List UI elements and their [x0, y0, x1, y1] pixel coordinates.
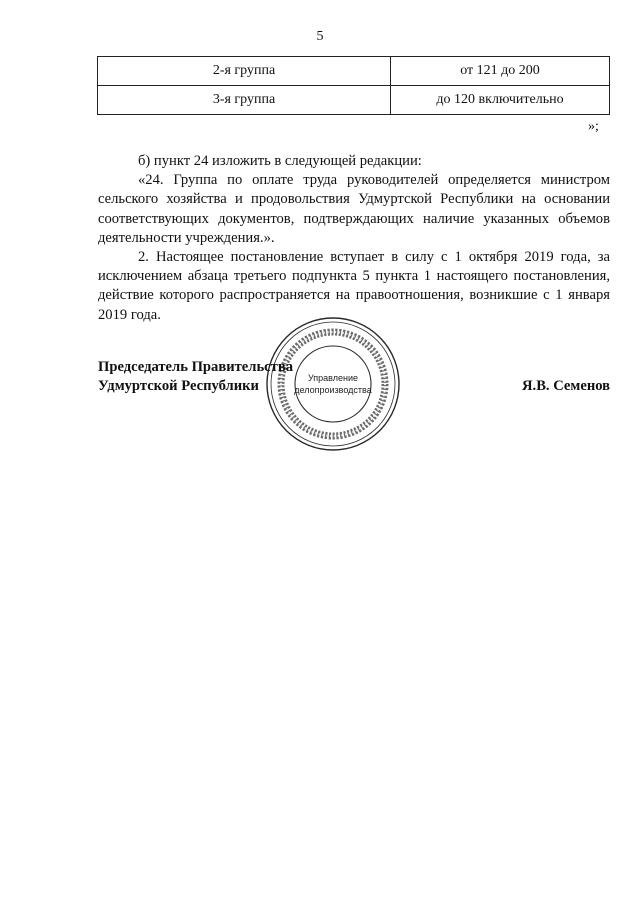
groups-table: [97, 56, 610, 115]
stamp-center-line1: Управление: [307, 373, 359, 383]
signatory-name: Я.В. Семенов: [522, 378, 611, 394]
paragraph: «24. Группа по оплате труда руководителей определяется министром сельского хозяйства и продовольствия Удмуртской Республики на основании соответствующих документов, подтверждающих наличие указанных объемов деятельности учреждения.».: [98, 172, 610, 246]
table-cell-group: 2-я группа: [98, 57, 391, 86]
document-body: [98, 152, 610, 325]
table-row: [98, 86, 610, 115]
paragraph: б) пункт 24 изложить в следующей редакции:: [138, 153, 422, 169]
signatory-title: [98, 358, 293, 396]
table-row: [98, 57, 610, 86]
page-number: 5: [316, 29, 324, 44]
table-cell-group: 3-я группа: [98, 86, 391, 115]
stamp-center-line2: делопроизводства: [294, 385, 372, 395]
table-cell-range: от 121 до 200: [391, 57, 610, 86]
table-cell-range: до 120 включительно: [391, 86, 610, 115]
signatory-title-line1: Председатель Правительства: [98, 359, 294, 375]
closing-quote: »;: [588, 119, 599, 134]
signatory-title-line2: Удмуртской Республики: [98, 378, 259, 394]
paragraph: 2. Настоящее постановление вступает в силу с 1 октября 2019 года, за исключением абзаца третьего подпункта 5 пункта 1 настоящего постановления, действие которого распространяется на правоотношения, возникшие с 1 января 2019 года.: [98, 249, 610, 323]
